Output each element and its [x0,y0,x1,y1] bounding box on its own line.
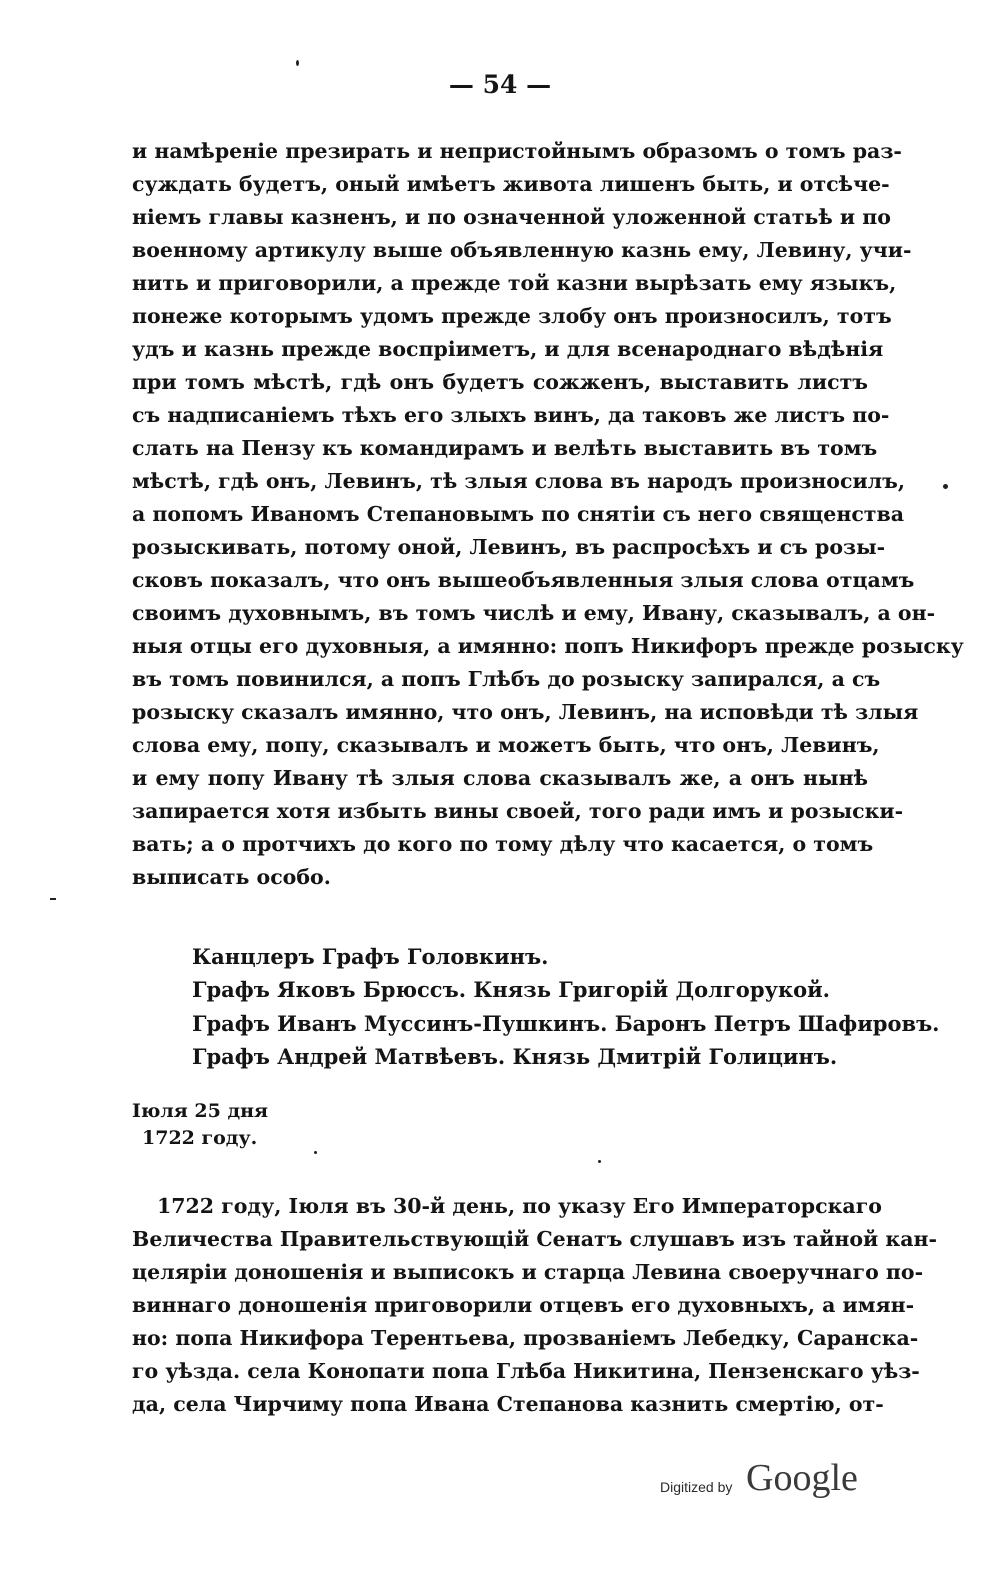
text-line: ныя отцы его духовныя, а имянно: попъ Никифоръ прежде розыску [132,634,964,658]
signature-line: Канцлеръ Графъ Головкинъ. [192,944,549,969]
date-line: 1722 году. [142,1127,258,1149]
scan-speck [296,60,299,66]
digitized-by-watermark [660,1456,880,1506]
text-line: да, села Чирчиму попа Ивана Степанова казнить смертію, от- [132,1392,884,1416]
signature-line: Графъ Яковъ Брюссъ. Князь Григорій Долгорукой. [192,977,830,1002]
text-line: розыскивать, потому оной, Левинъ, въ распросѣхъ и съ розы- [132,535,886,559]
text-line: слова ему, попу, сказывалъ и можетъ быть, что онъ, Левинъ, [132,733,880,757]
signature-line: Графъ Иванъ Муссинъ-Пушкинъ. Баронъ Петръ Шафировъ. [192,1011,940,1036]
text-line: сковъ показалъ, что онъ вышеобъявленныя злыя слова отцамъ [132,568,915,592]
text-line: выписать особо. [132,865,331,889]
text-line: слать на Пензу къ командирамъ и велѣть выставить въ томъ [132,436,878,460]
page-number: — 54 — [448,70,552,99]
text-line: Величества Правительствующій Сенатъ слушавъ изъ тайной кан- [132,1227,937,1251]
text-line: въ томъ повинился, а попъ Глѣбъ до розыску запирался, а съ [132,667,881,691]
text-line: понеже которымъ удомъ прежде злобу онъ произносилъ, тотъ [132,304,892,328]
text-line: мѣстѣ, гдѣ онъ, Левинъ, тѣ злыя слова въ народъ произносилъ, [132,469,905,493]
digitized-by-label: Digitized by [660,1479,733,1495]
text-line: розыску сказалъ имянно, что онъ, Левинъ, на исповѣди тѣ злыя [132,700,919,724]
text-line: суждать будетъ, оный имѣетъ живота лишенъ быть, и отсѣче- [132,172,890,196]
text-line: нить и приговорили, а прежде той казни вырѣзать ему языкъ, [132,271,897,295]
scan-speck [314,1151,317,1154]
scan-speck [943,484,948,489]
text-line: и ему попу Ивану тѣ злыя слова сказывалъ же, а онъ нынѣ [132,766,868,790]
google-logo: Google [746,1457,858,1499]
text-line: съ надписаніемъ тѣхъ его злыхъ винъ, да таковъ же листъ по- [132,403,890,427]
text-line: целяріи доношенія и выписокъ и старца Левина своеручнаго по- [132,1260,924,1284]
signature-line: Графъ Андрей Матвѣевъ. Князь Дмитрій Голицинъ. [192,1044,838,1069]
text-line: при томъ мѣстѣ, гдѣ онъ будетъ сожженъ, выставить листъ [132,370,868,394]
text-line: 1722 году, Іюля въ 30-й день, по указу Его Императорскаго [157,1194,882,1218]
date-line: Іюля 25 дня [132,1100,269,1122]
text-line: ніемъ главы казненъ, и по означенной уложенной статьѣ и по [132,205,891,229]
text-line: удъ и казнь прежде воспріиметъ, и для всенароднаго вѣдѣнія [132,337,884,361]
text-line: вать; а о протчихъ до кого по тому дѣлу что касается, о томъ [132,832,874,856]
text-line: го уѣзда. села Конопати попа Глѣба Никитина, Пензенскаго уѣз- [132,1359,920,1383]
text-line: но: попа Никифора Терентьева, прозваніемъ Лебедку, Саранска- [132,1326,919,1350]
scan-speck [50,898,56,900]
text-line: а попомъ Иваномъ Степановымъ по снятіи съ него священства [132,502,905,526]
text-line: своимъ духовнымъ, въ томъ числѣ и ему, Ивану, сказывалъ, а он- [132,601,936,625]
scan-speck [598,1160,601,1163]
text-line: и намѣреніе презирать и непристойнымъ образомъ о томъ раз- [132,139,902,163]
text-line: военному артикулу выше объявленную казнь ему, Левину, учи- [132,238,912,262]
text-line: виннаго доношенія приговорили отцевъ его духовныхъ, а имян- [132,1293,915,1317]
text-line: запирается хотя избыть вины своей, того ради имъ и розыски- [132,799,904,823]
